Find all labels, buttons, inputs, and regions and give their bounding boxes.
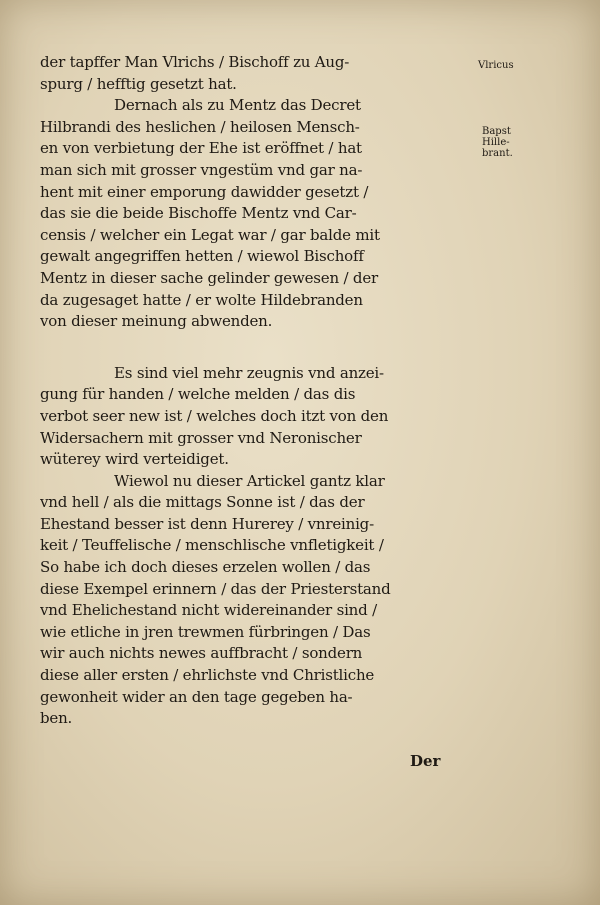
text-line: ben.	[40, 709, 73, 728]
text-line: vnd Ehelichestand nicht widereinander sind /	[40, 601, 377, 620]
text-line: gewalt angegriffen hetten / wiewol Bischoff	[40, 247, 364, 266]
text-line: gung für handen / welche melden / das dis	[40, 385, 356, 404]
text-line: Ehestand besser ist denn Hurerey / vnreinig-	[40, 514, 374, 533]
text-line: censis / welcher ein Legat war / gar balde mit	[40, 225, 380, 244]
text-line: keit / Teuffelische / menschlische vnfletigkeit /	[40, 536, 384, 555]
text-line: wie etliche in jren trewmen fürbringen / Das	[40, 622, 371, 641]
text-line: vnd hell / als die mittags Sonne ist / das der	[40, 493, 365, 512]
text-line: wir auch nichts newes auffbracht / sondern	[40, 644, 363, 663]
text-line: da zugesaget hatte / er wolte Hildebranden	[40, 290, 363, 309]
text-line: Hilbrandi des heslichen / heilosen Mensch-	[40, 117, 360, 136]
text-line: Mentz in dieser sache gelinder gewesen / der	[40, 268, 378, 287]
margin-note-line: Bapst	[482, 126, 511, 137]
text-line: man sich mit grosser vngestüm vnd gar na-	[40, 160, 363, 179]
text-line: das sie die beide Bischoffe Mentz vnd Car-	[40, 204, 357, 223]
text-line: diese Exempel erinnern / das der Priesterstand	[40, 579, 391, 598]
text-line: So habe ich doch dieses erzelen wollen / das	[40, 558, 371, 577]
paragraph-1	[40, 52, 470, 333]
text-line: der tapffer Man Vlrichs / Bischoff zu Aug-	[40, 53, 350, 71]
margin-note-line: Vlricus	[478, 60, 514, 71]
text-line: von dieser meinung abwenden.	[40, 312, 273, 331]
paragraph-2	[40, 363, 470, 730]
text-line: wüterey wird verteidiget.	[40, 450, 229, 469]
body-text	[40, 52, 470, 730]
margin-note-line: brant.	[482, 148, 513, 159]
text-line: hent mit einer emporung dawidder gesetzt /	[40, 182, 369, 201]
text-line: gewonheit wider an den tage gegeben ha-	[40, 687, 353, 706]
text-line: Dernach als zu Mentz das Decret	[114, 96, 361, 115]
margin-note-bapst-hillebrant	[482, 126, 513, 159]
text-line: diese aller ersten / ehrlichste vnd Christliche	[40, 666, 375, 685]
text-line: spurg / hefftig gesetzt hat.	[40, 74, 237, 93]
text-line: Wiewol nu dieser Artickel gantz klar	[114, 471, 385, 490]
paragraph-gap	[40, 333, 470, 363]
text-line: Es sind viel mehr zeugnis vnd anzei-	[114, 363, 384, 382]
text-line: verbot seer new ist / welches doch itzt von den	[40, 406, 389, 425]
margin-note-line: Hille-	[482, 137, 510, 148]
catchword: Der	[410, 752, 441, 770]
margin-note-vlricus	[478, 60, 514, 71]
text-line: en von verbietung der Ehe ist eröffnet / hat	[40, 139, 362, 158]
text-line: Widersachern mit grosser vnd Neronischer	[40, 428, 362, 447]
